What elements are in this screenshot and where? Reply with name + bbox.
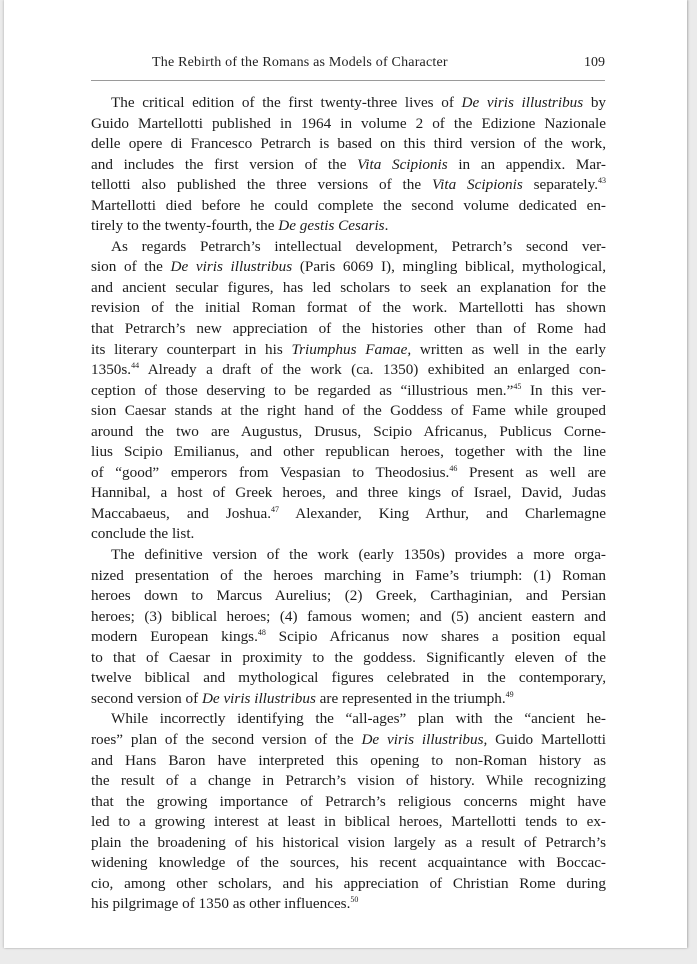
- text-line: [91, 134, 606, 155]
- text-run: plain the broadening of his historical vision largely as a result of Petrarch’s: [91, 833, 606, 851]
- footnote-ref: 45: [513, 381, 522, 391]
- text-run: around the two are Augustus, Drusus, Scipio Africanus, Publicus Corne-: [91, 422, 606, 440]
- italic-title: De gestis Cesaris: [278, 217, 385, 235]
- text-line: [91, 894, 606, 915]
- text-line: [91, 504, 606, 525]
- text-run: the result of a change in Petrarch’s vision of history. While recognizing: [91, 772, 606, 790]
- text-run: that the growing importance of Petrarch’s religious concerns might have: [91, 792, 606, 810]
- text-run: lius Scipio Emilianus, and other republican heroes, together with the line: [91, 443, 606, 461]
- text-run: conclude the list.: [91, 525, 195, 543]
- text-run: sion of the: [91, 258, 171, 276]
- text-run: (Paris 6069 I), mingling biblical, mythological,: [292, 258, 606, 276]
- text-line: [91, 175, 606, 196]
- text-run: Guido Martellotti: [487, 730, 606, 748]
- text-line: [91, 566, 606, 587]
- text-line: [91, 524, 606, 545]
- italic-title: De viris illustribus: [461, 94, 584, 111]
- text-line: [91, 751, 606, 772]
- text-run: delle opere di Francesco Petrarch is based on this third version of the work,: [91, 135, 606, 153]
- text-run: Present as well are: [457, 463, 606, 481]
- text-line: [91, 586, 606, 607]
- text-run: led to a growing interest at least in biblical heroes, Martellotti tends to ex-: [91, 813, 606, 831]
- text-run: Maccabaeus, and Joshua.: [91, 504, 272, 522]
- page-number: 109: [584, 55, 605, 70]
- text-run: heroes down to Marcus Aurelius; (2) Greek, Carthaginian, and Persian: [91, 587, 606, 605]
- text-run: While incorrectly identifying the “all-ages” plan with the “ancient he-: [111, 710, 606, 728]
- text-line: [91, 401, 606, 422]
- footnote-ref: 47: [271, 504, 280, 514]
- text-line: [91, 155, 606, 176]
- footnote-ref: 50: [350, 895, 359, 905]
- text-run: Hannibal, a host of Greek heroes, and three kings of Israel, David, Judas: [91, 484, 606, 502]
- text-run: tellotti also published the three versions of the: [91, 176, 432, 194]
- text-line: [91, 340, 606, 361]
- footnote-ref: 49: [505, 689, 514, 699]
- text-run: modern European kings.: [91, 628, 258, 646]
- footnote-ref: 46: [449, 463, 458, 473]
- text-run: written as well in the early: [411, 340, 606, 358]
- text-line: [91, 196, 606, 217]
- text-run: in an appendix. Mar-: [447, 155, 606, 173]
- text-run: As regards Petrarch’s intellectual development, Petrarch’s second ver-: [111, 237, 606, 255]
- text-line: [91, 463, 606, 484]
- text-run: to that of Caesar in proximity to the goddess. Significantly eleven of the: [91, 648, 606, 666]
- text-run: Scipio Africanus now shares a position equal: [265, 628, 606, 646]
- text-line: [91, 853, 606, 874]
- text-run: 1350s.: [91, 361, 132, 379]
- italic-title: De viris illustribus: [201, 689, 316, 707]
- text-line: [91, 298, 606, 319]
- text-line: [91, 257, 606, 278]
- text-run: In this ver-: [521, 381, 606, 399]
- text-run: that Petrarch’s new appreciation of the histories other than of Rome had: [91, 320, 606, 338]
- text-line: [91, 237, 606, 258]
- text-run: by: [583, 94, 606, 111]
- text-run: The critical edition of the first twenty-three lives of: [111, 94, 462, 111]
- text-line: [91, 709, 606, 730]
- running-title: The Rebirth of the Romans as Models of Character: [152, 55, 448, 70]
- footnote-ref: 48: [257, 628, 266, 638]
- text-line: [91, 319, 606, 340]
- text-line: [91, 833, 606, 854]
- text-run: separately.: [522, 176, 598, 194]
- italic-title: Triumphus Famae,: [291, 340, 412, 358]
- text-line: [91, 216, 606, 237]
- text-line: [91, 771, 606, 792]
- text-run: sion Caesar stands at the right hand of the Goddess of Fame while grouped: [91, 402, 606, 420]
- italic-title: De viris illustribus: [170, 258, 293, 276]
- text-run: Guido Martellotti published in 1964 in volume 2 of the Edizione Nazionale: [91, 114, 606, 132]
- text-run: Already a draft of the work (ca. 1350) exhibited an enlarged con-: [139, 361, 606, 379]
- running-header: [91, 52, 605, 81]
- text-run: second version of: [91, 689, 202, 707]
- text-line: [91, 93, 606, 114]
- text-run: The definitive version of the work (early 1350s) provides a more orga-: [111, 546, 606, 564]
- text-run: and Hans Baron have interpreted this opening to non-Roman history as: [91, 751, 606, 769]
- text-run: ception of those deserving to be regarded as “illustrious men.”: [91, 381, 514, 399]
- text-run: Alexander, King Arthur, and Charlemagne: [279, 504, 606, 522]
- footnote-ref: 44: [131, 361, 140, 371]
- text-line: [91, 627, 606, 648]
- text-line: [91, 607, 606, 628]
- text-line: [91, 730, 606, 751]
- text-run: roes” plan of the second version of the: [91, 730, 362, 748]
- text-line: [91, 422, 606, 443]
- italic-title: De viris illustribus,: [361, 730, 488, 748]
- italic-title: Vita Scipionis: [431, 176, 523, 194]
- text-run: its literary counterpart in his: [91, 340, 292, 358]
- text-line: [91, 792, 606, 813]
- text-run: his pilgrimage of 1350 as other influences.: [91, 895, 351, 913]
- text-run: are represented in the triumph.: [315, 689, 506, 707]
- text-run: .: [384, 217, 389, 235]
- text-run: cio, among other scholars, and his appreciation of Christian Rome during: [91, 874, 606, 892]
- text-line: [91, 812, 606, 833]
- text-line: [91, 648, 606, 669]
- text-run: twelve biblical and mythological figures celebrated in the contemporary,: [91, 669, 606, 687]
- italic-title: Vita Scipionis: [357, 155, 448, 173]
- text-run: heroes; (3) biblical heroes; (4) famous women; and (5) ancient eastern and: [91, 607, 606, 625]
- text-run: Martellotti died before he could complete the second volume dedicated en-: [91, 196, 606, 214]
- footnote-ref: 43: [598, 176, 606, 186]
- text-run: of “good” emperors from Vespasian to Theodosius.: [91, 463, 450, 481]
- text-run: tirely to the twenty-fourth, the: [91, 217, 279, 235]
- text-line: [91, 442, 606, 463]
- text-run: and includes the first version of the: [91, 155, 358, 173]
- text-run: nized presentation of the heroes marching in Fame’s triumph: (1) Roman: [91, 566, 606, 584]
- book-page: [4, 0, 687, 948]
- text-line: [91, 689, 606, 710]
- text-line: [91, 381, 606, 402]
- body-text: [91, 93, 606, 915]
- text-line: [91, 874, 606, 895]
- text-line: [91, 114, 606, 135]
- text-line: [91, 483, 606, 504]
- text-line: [91, 545, 606, 566]
- text-run: revision of the initial Roman format of the work. Martellotti has shown: [91, 299, 606, 317]
- text-run: and ancient secular figures, has led scholars to seek an explanation for the: [91, 278, 606, 296]
- text-line: [91, 278, 606, 299]
- text-line: [91, 360, 606, 381]
- text-run: widening knowledge of the sources, his recent acquaintance with Boccac-: [91, 854, 606, 872]
- text-line: [91, 668, 606, 689]
